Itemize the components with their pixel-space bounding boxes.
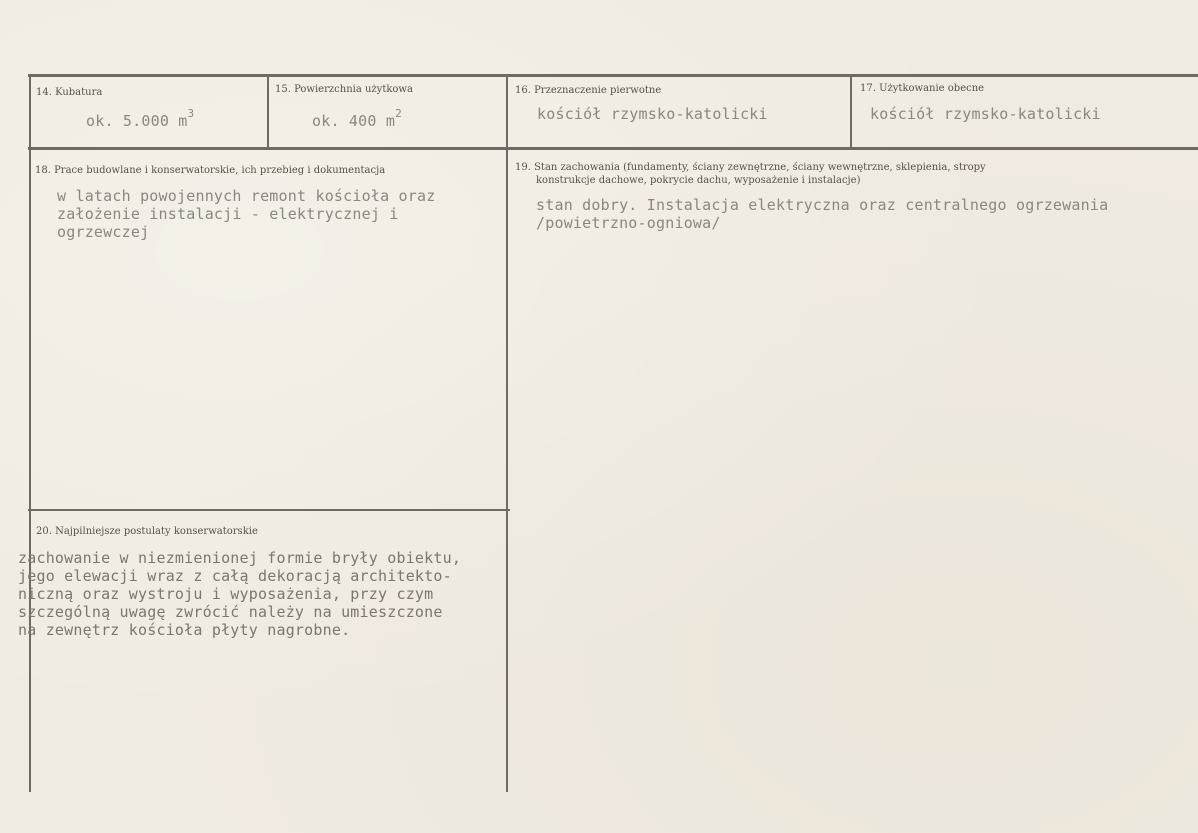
field-17-value: kościół rzymsko-katolicki xyxy=(870,105,1101,123)
field-18-line: ogrzewczej xyxy=(57,223,150,241)
field-17-label: 17. Użytkowanie obecne xyxy=(860,83,985,94)
field-19-line: stan dobry. Instalacja elektryczna oraz centralnego ogrzewania xyxy=(536,196,1109,214)
field-20-line: na zewnętrz kościoła płyty nagrobne. xyxy=(18,621,351,639)
field-18-line: założenie instalacji - elektrycznej i xyxy=(57,205,399,223)
field-19-line: /powietrzno-ogniowa/ xyxy=(536,214,721,232)
field-18-line: w latach powojennych remont kościoła oraz xyxy=(57,187,436,205)
field-15-value: ok. 400 $m^2$ xyxy=(312,107,402,130)
left-border xyxy=(29,74,31,792)
field-15-label: 15. Powierzchnia użytkowa xyxy=(275,84,413,95)
field-19-label: 19. Stan zachowania (fundamenty, ściany zewnętrzne, ściany wewnętrzne, sklepienia, stropy xyxy=(515,162,986,173)
divider-16-17 xyxy=(850,74,852,150)
field-14-value: ok. 5.000 $m^3$ xyxy=(86,107,195,130)
row1-bottom-rule xyxy=(28,147,1198,150)
top-rule xyxy=(28,74,1198,77)
field-16-label: 16. Przeznaczenie pierwotne xyxy=(515,85,662,96)
field-20-label: 20. Najpilniejsze postulaty konserwatorskie xyxy=(36,526,258,537)
field-20-line: jego elewacji wraz z całą dekoracją architekto- xyxy=(18,567,452,585)
field-14-label: 14. Kubatura xyxy=(36,87,103,98)
field-20-line: zachowanie w niezmienionej formie bryły obiektu, xyxy=(18,549,462,567)
main-divider xyxy=(506,74,508,792)
field-18-label: 18. Prace budowlane i konserwatorskie, ich przebieg i dokumentacja xyxy=(35,165,386,176)
section20-top-rule xyxy=(28,509,510,511)
field-19-label-cont: konstrukcje dachowe, pokrycie dachu, wyposażenie i instalacje) xyxy=(536,175,861,186)
divider-14-15 xyxy=(267,74,269,150)
field-20-line: szczególną uwagę zwrócić należy na umieszczone xyxy=(18,603,443,621)
field-16-value: kościół rzymsko-katolicki xyxy=(537,105,768,123)
field-20-line: niczną oraz wystroju i wyposażenia, przy czym xyxy=(18,585,434,603)
